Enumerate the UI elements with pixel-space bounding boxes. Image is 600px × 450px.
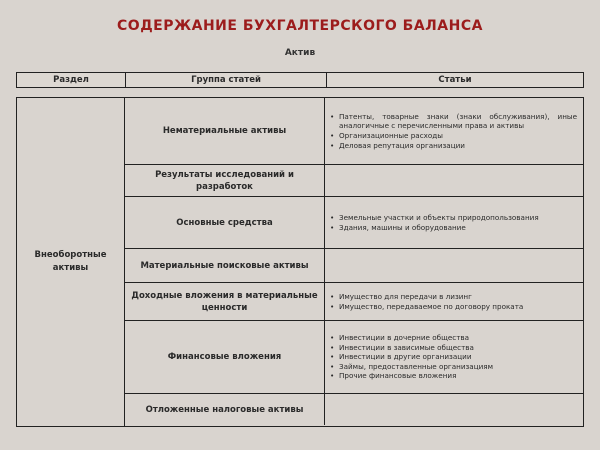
items-cell xyxy=(325,98,583,164)
items-cell xyxy=(325,165,583,196)
section-label-line2: активы xyxy=(52,263,89,273)
list-item: • Имущество для передачи в лизинг xyxy=(339,292,577,302)
list-item: • Инвестиции в зависимые общества xyxy=(339,343,577,353)
section-cell xyxy=(17,98,125,426)
section-label-line1: Внеоборотные xyxy=(34,250,107,260)
list-item: • Деловая репутация организации xyxy=(339,141,577,151)
table-row xyxy=(125,282,583,320)
table-row xyxy=(125,98,583,164)
list-item: • Здания, машины и оборудование xyxy=(339,223,577,233)
table-row xyxy=(125,320,583,393)
list-item: • Имущество, передаваемое по договору проката xyxy=(339,302,577,312)
table-row xyxy=(125,164,583,196)
group-cell: Материальные поисковые активы xyxy=(125,249,325,282)
items-cell xyxy=(325,197,583,248)
table-header xyxy=(16,72,584,88)
list-item: • Прочие финансовые вложения xyxy=(339,371,577,381)
group-cell: Основные средства xyxy=(125,197,325,248)
items-cell xyxy=(325,394,583,425)
items-cell xyxy=(325,249,583,282)
list-item: • Патенты, товарные знаки (знаки обслуживания), иные аналогичные с перечисленными права и активы xyxy=(339,112,577,131)
list-item: • Организационные расходы xyxy=(339,131,577,141)
table-row xyxy=(125,393,583,425)
balance-table xyxy=(16,97,584,427)
table-row xyxy=(125,196,583,248)
group-cell: Нематериальные активы xyxy=(125,98,325,164)
page-title: СОДЕРЖАНИЕ БУХГАЛТЕРСКОГО БАЛАНСА xyxy=(117,18,483,34)
list-item: • Инвестиции в другие организации xyxy=(339,352,577,362)
table-row xyxy=(125,248,583,282)
group-cell: Отложенные налоговые активы xyxy=(125,394,325,425)
header-section: Раздел xyxy=(17,73,126,87)
items-cell xyxy=(325,321,583,393)
header-group: Группа статей xyxy=(126,73,327,87)
items-cell xyxy=(325,283,583,320)
page-subtitle: Актив xyxy=(284,48,316,58)
list-item: • Земельные участки и объекты природопользования xyxy=(339,213,577,223)
group-cell: Доходные вложения в материальные ценности xyxy=(125,283,325,320)
group-cell: Финансовые вложения xyxy=(125,321,325,393)
list-item: • Инвестиции в дочерние общества xyxy=(339,333,577,343)
list-item: • Займы, предоставленные организациям xyxy=(339,362,577,372)
group-cell: Результаты исследований и разработок xyxy=(125,165,325,196)
header-items: Статьи xyxy=(438,75,472,85)
